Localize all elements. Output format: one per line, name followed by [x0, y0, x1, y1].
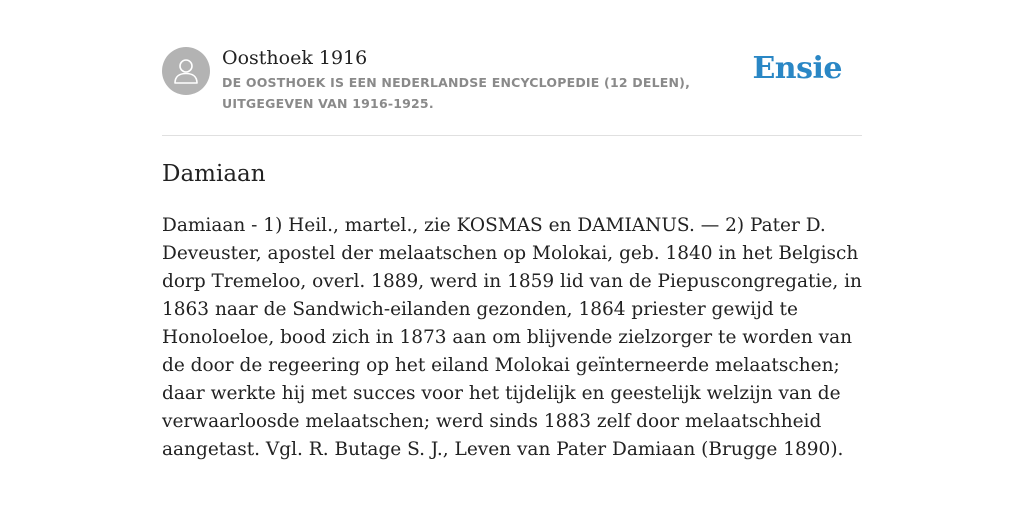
ensie-logo[interactable]: Ensie	[752, 51, 842, 86]
source-avatar[interactable]	[162, 47, 210, 95]
user-icon	[171, 56, 201, 86]
source-header	[162, 44, 862, 136]
source-title[interactable]: Oosthoek 1916	[222, 47, 368, 69]
article-body: Damiaan - 1) Heil., martel., zie KOSMAS en DAMIANUS. — 2) Pater D. Deveuster, apostel der melaatschen op Molokai, geb. 1840 in het Belgisch dorp Tremeloo, overl. 1889, werd in 1859 lid van de Piepuscongregatie, in 1863 naar de Sandwich-eilanden gezonden, 1864 priester gewijd te Honoloeloe, bood zich in 1873 aan om blijvende zielzorger te worden van de door de regeering op het eiland Molokai geïnterneerde melaatschen; daar werkte hij met succes voor het tijdelijk en geestelijk welzijn van de verwaarloosde melaatschen; werd sinds 1883 zelf door melaatschheid aangetast. Vgl. R. Butage S. J., Leven van Pater Damiaan (Brugge 1890).	[162, 215, 862, 460]
source-description: DE OOSTHOEK IS EEN NEDERLANDSE ENCYCLOPEDIE (12 DELEN), UITGEGEVEN VAN 1916-1925.	[222, 75, 691, 111]
article-title: Damiaan	[162, 161, 266, 187]
